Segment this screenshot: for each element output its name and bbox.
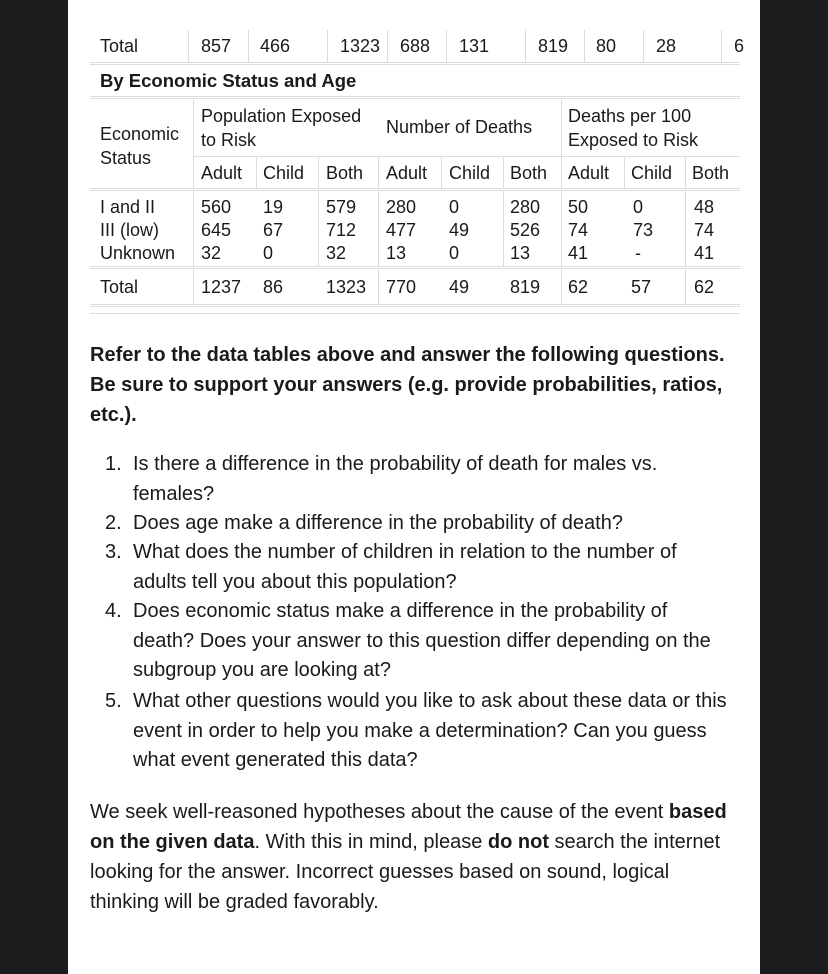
closing-emphasis: based on the given data [90, 801, 727, 853]
cell: 41 [568, 243, 589, 263]
closing-text: search the internet looking for the answer. Incorrect guesses based on sound, logical thinking will be graded favorably. [90, 831, 721, 913]
cell: - [635, 243, 641, 263]
cell: 770 [386, 277, 417, 297]
cell: 1323 [326, 277, 367, 297]
cell: 49 [449, 277, 470, 297]
cell: 688 [400, 36, 431, 56]
cell: 819 [510, 277, 541, 297]
instructions: Refer to the data tables above and answer the following questions. Be sure to support your answers (e.g. provide probabilities, ratios, etc.). [90, 344, 725, 426]
row-header: Economic Status [100, 124, 180, 168]
question-number: 4. [105, 600, 122, 622]
closing-paragraph [90, 797, 740, 917]
cell: 86 [263, 277, 284, 297]
sub-header: Adult [201, 163, 243, 183]
question-number: 2. [105, 512, 122, 534]
cell: 280 [510, 197, 541, 217]
cell: 280 [386, 197, 417, 217]
cell: 74 [568, 220, 589, 240]
cell: 62 [694, 277, 715, 297]
cell: 32 [201, 243, 222, 263]
cell: 131 [459, 36, 490, 56]
sub-header: Adult [386, 163, 428, 183]
cell: 712 [326, 220, 357, 240]
group-header-population: Population Exposed to Risk [201, 106, 362, 150]
document-page [68, 0, 760, 974]
cell: 50 [568, 197, 589, 217]
cell: 0 [263, 243, 274, 263]
cell: 62 [568, 277, 589, 297]
cell: 477 [386, 220, 417, 240]
total-label: Total [100, 36, 139, 56]
cell: 819 [538, 36, 569, 56]
question-number: 3. [105, 541, 122, 563]
question-text: What does the number of children in relation to the number of adults tell you about this population? [133, 541, 677, 593]
cell: 1323 [340, 36, 381, 56]
cell: 526 [510, 220, 541, 240]
question-number: 1. [105, 453, 122, 475]
question-text: What other questions would you like to ask about these data or this event in order to help you make a determination? Can you guess what event generated this data? [133, 690, 727, 771]
sub-header: Adult [568, 163, 610, 183]
cell: 74 [694, 220, 715, 240]
cell: 67 [263, 220, 284, 240]
sub-header: Child [449, 163, 491, 183]
cell: 466 [260, 36, 291, 56]
cell: 645 [201, 220, 232, 240]
question-text: Does economic status make a difference in the probability of death? Does your answer to this question differ depending on the subgroup you are looking at? [133, 600, 711, 681]
row-label: Total [100, 277, 139, 297]
question-number: 5. [105, 690, 122, 712]
table-title: By Economic Status and Age [100, 70, 357, 91]
cell: 0 [633, 197, 644, 217]
cell: 57 [631, 277, 652, 297]
cell: 49 [449, 220, 470, 240]
cell: 560 [201, 197, 232, 217]
row-label: I and II [100, 197, 156, 217]
cell: 28 [656, 36, 677, 56]
closing-emphasis: do not [487, 831, 549, 853]
cell: 19 [263, 197, 284, 217]
cell: 1237 [201, 277, 242, 297]
cell: 0 [449, 197, 460, 217]
cell: 48 [694, 197, 715, 217]
group-header-deaths: Number of Deaths [386, 117, 533, 137]
cell: 579 [326, 197, 357, 217]
row-label: III (low) [100, 220, 160, 240]
cell: 41 [694, 243, 715, 263]
group-header-rate: Deaths per 100 Exposed to Risk [568, 106, 699, 150]
sub-header: Both [326, 163, 364, 183]
cell: 73 [633, 220, 654, 240]
closing-text: . With this in mind, please [254, 831, 488, 853]
cell: 32 [326, 243, 347, 263]
cell: 80 [596, 36, 617, 56]
sub-header: Child [263, 163, 305, 183]
cell: 0 [449, 243, 460, 263]
question-text: Does age make a difference in the probability of death? [133, 512, 623, 534]
question-text: Is there a difference in the probability of death for males vs. females? [133, 453, 658, 505]
cell: 13 [386, 243, 407, 263]
row-label: Unknown [100, 243, 176, 263]
sub-header: Both [510, 163, 548, 183]
cell: 13 [510, 243, 531, 263]
cell: 857 [201, 36, 232, 56]
sub-header: Child [631, 163, 673, 183]
closing-text: We seek well-reasoned hypotheses about the cause of the event [90, 801, 669, 823]
sub-header: Both [692, 163, 730, 183]
cell-clipped: 6 [734, 36, 745, 56]
